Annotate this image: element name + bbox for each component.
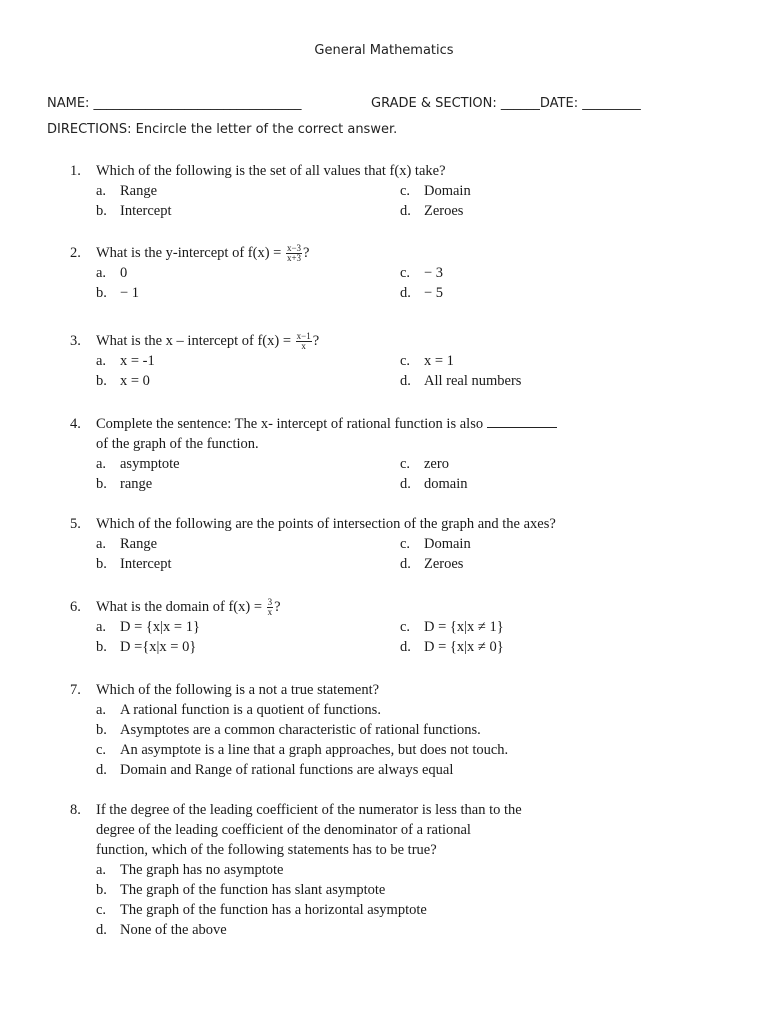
question-3: [70, 331, 710, 391]
question-number: 7.: [70, 682, 81, 698]
option-a[interactable]: a. The graph has no asymptote: [96, 862, 284, 878]
option-b[interactable]: b. range: [96, 476, 153, 492]
question-text-continued: degree of the leading coefficient of the denominator of a rational: [96, 822, 471, 838]
option-b[interactable]: b. x = 0: [96, 373, 150, 390]
option-b[interactable]: b. The graph of the function has slant asymptote: [96, 882, 386, 898]
option-c[interactable]: c. x = 1: [400, 353, 454, 370]
question-text-continued: of the graph of the function.: [96, 436, 259, 452]
question-number: 1.: [70, 163, 81, 179]
question-number: 2.: [70, 245, 81, 261]
question-7: [70, 680, 710, 780]
option-a[interactable]: a. A rational function is a quotient of functions.: [96, 702, 381, 718]
question-text: What is the x – intercept of f(x) = $\frac{x-1}{x}$ ?: [96, 331, 320, 352]
option-d[interactable]: d. Zeroes: [400, 203, 464, 219]
option-a[interactable]: a. 0: [96, 265, 128, 282]
option-c[interactable]: c. Domain: [400, 183, 471, 199]
question-text: Complete the sentence: The x- intercept of rational function is also: [96, 414, 557, 434]
option-d[interactable]: d. D = {x|x ≠ 0}: [400, 639, 504, 656]
question-4: [70, 414, 710, 494]
option-a[interactable]: a. D = {x|x = 1}: [96, 619, 200, 636]
option-d[interactable]: d. domain: [400, 476, 468, 492]
option-a[interactable]: a. x = -1: [96, 353, 155, 370]
question-text-continued: function, which of the following statements has to be true?: [96, 842, 437, 858]
question-text: What is the y-intercept of f(x) = $\frac{x-3}{x+3}$ ?: [96, 243, 310, 264]
question-number: 4.: [70, 416, 81, 432]
question-number: 5.: [70, 516, 81, 532]
question-text: Which of the following is a not a true statement?: [96, 682, 380, 698]
answer-blank: [487, 427, 557, 428]
option-a[interactable]: a. Range: [96, 183, 158, 199]
fraction: $\frac{x-3}{x+3}$: [286, 243, 302, 264]
option-d[interactable]: d. − 5: [400, 285, 444, 302]
option-c[interactable]: c. Domain: [400, 536, 471, 552]
option-b[interactable]: b. D ={x|x = 0}: [96, 639, 197, 656]
option-c[interactable]: c. zero: [400, 456, 449, 472]
option-b[interactable]: b. Intercept: [96, 556, 172, 572]
question-text: What is the domain of f(x) = $\frac{3}{x}$ ?: [96, 597, 281, 618]
grade-date-label: GRADE & SECTION: ______DATE: _________: [371, 96, 641, 111]
question-text: If the degree of the leading coefficient of the numerator is less than to the: [96, 802, 522, 818]
name-label: NAME: ________________________________: [47, 96, 302, 111]
page-title: General Mathematics: [314, 43, 454, 58]
option-d[interactable]: d. Zeroes: [400, 556, 464, 572]
option-b[interactable]: b. Asymptotes are a common characteristic of rational functions.: [96, 722, 481, 738]
fraction: $\frac{3}{x}$: [267, 597, 273, 618]
option-a[interactable]: a. asymptote: [96, 456, 180, 472]
question-2: [70, 243, 710, 303]
option-d[interactable]: d. None of the above: [96, 922, 227, 938]
option-c[interactable]: c. D = {x|x ≠ 1}: [400, 619, 504, 636]
directions: DIRECTIONS: Encircle the letter of the correct answer.: [47, 122, 398, 137]
question-text: Which of the following are the points of intersection of the graph and the axes?: [96, 516, 556, 532]
question-5: [70, 514, 710, 574]
fraction: $\frac{x-1}{x}$: [296, 331, 311, 352]
question-6: [70, 597, 710, 657]
question-8: [70, 800, 710, 940]
option-d[interactable]: d. All real numbers: [400, 373, 522, 390]
question-text: Which of the following is the set of all values that f(x) take?: [96, 163, 446, 179]
question-number: 8.: [70, 802, 81, 818]
question-number: 3.: [70, 333, 81, 349]
option-b[interactable]: b. − 1: [96, 285, 140, 302]
option-d[interactable]: d. Domain and Range of rational functions are always equal: [96, 762, 454, 778]
option-c[interactable]: c. − 3: [400, 265, 444, 282]
option-b[interactable]: b. Intercept: [96, 203, 172, 219]
question-1: [70, 161, 710, 221]
option-c[interactable]: c. The graph of the function has a horizontal asymptote: [96, 902, 427, 918]
option-a[interactable]: a. Range: [96, 536, 158, 552]
option-c[interactable]: c. An asymptote is a line that a graph approaches, but does not touch.: [96, 742, 509, 758]
question-number: 6.: [70, 599, 81, 615]
